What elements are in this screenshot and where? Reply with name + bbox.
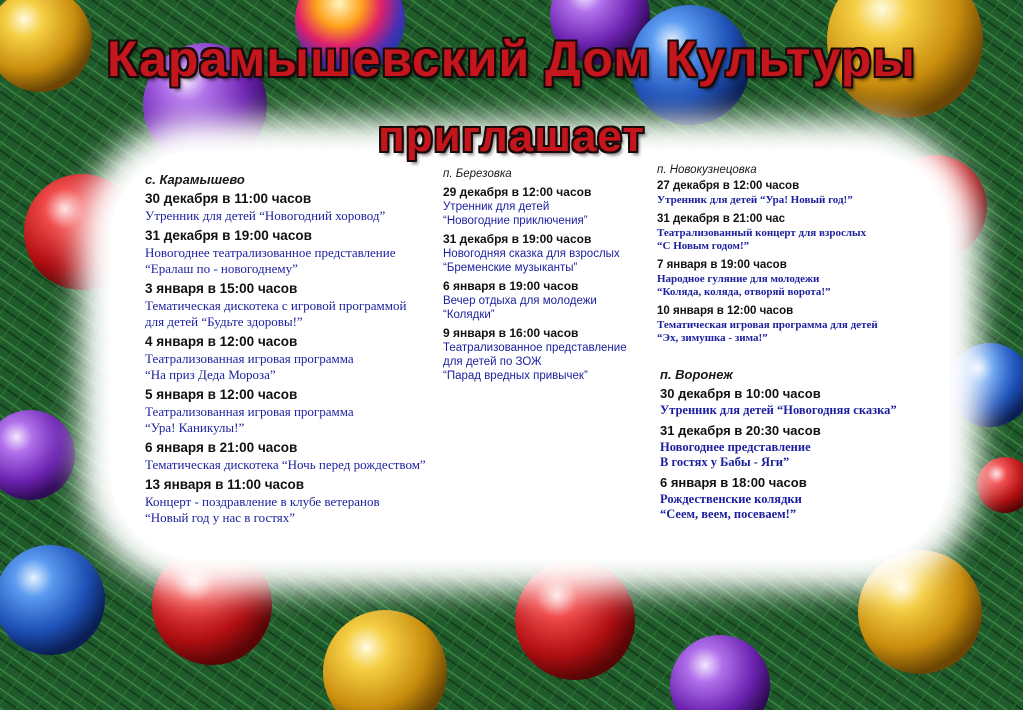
poster-title: Карамышевский Дом Культуры [106, 31, 917, 87]
event [660, 422, 940, 470]
event-description-line: “Ералаш по - новогоднему” [145, 261, 298, 276]
event-description [145, 208, 475, 224]
event-description [657, 194, 917, 207]
event-date: 9 января в 16:00 часов [443, 326, 579, 340]
event-description-line: Театрализованная игровая программа [145, 404, 354, 419]
event-description-line: “Новогодние приключения” [443, 215, 588, 227]
event [145, 280, 475, 330]
event-description-line: Вечер отдыха для молодежи [443, 295, 597, 307]
event [145, 333, 475, 383]
event-date: 29 декабря в 12:00 часов [443, 185, 592, 199]
event [660, 474, 940, 522]
event [657, 179, 917, 207]
schedule-karamyshevo [145, 172, 475, 529]
event-description [657, 319, 917, 345]
event-description-line: Новогоднее представление [660, 440, 811, 454]
poster-subtitle: приглашает [378, 112, 645, 161]
event-description [145, 494, 475, 526]
event-description [443, 294, 658, 322]
event-description-line: Народное гуляние для молодежи [657, 273, 820, 285]
event-description-line: Утренник для детей [443, 201, 550, 213]
event-description-line: “Парад вредных привычек” [443, 370, 588, 382]
event-description [660, 440, 940, 470]
event-date: 30 декабря в 10:00 часов [660, 386, 821, 401]
event-description [443, 341, 658, 383]
red-ornament [515, 560, 635, 680]
event-description [657, 273, 917, 299]
event-date: 31 декабря в 19:00 часов [443, 232, 592, 246]
schedule-novokuznetsovka [657, 164, 917, 350]
event-description [145, 298, 475, 330]
event-description-line: “Новый год у нас в гостях” [145, 510, 295, 525]
event-description-line: Концерт - поздравление в клубе ветеранов [145, 494, 380, 509]
event-date: 31 декабря в 21:00 час [657, 213, 786, 225]
gold-ornament [858, 550, 982, 674]
event-description-line: Тематическая игровая программа для детей [657, 319, 878, 331]
event [660, 385, 940, 418]
event-description [443, 200, 658, 228]
event [145, 476, 475, 526]
event-description-line: “Сеем, веем, посеваем!” [660, 507, 797, 521]
place-name: п. Березовка [443, 168, 512, 180]
red-ornament [152, 545, 272, 665]
event-date: 7 января в 19:00 часов [657, 259, 787, 271]
event [145, 190, 475, 224]
event-description-line: Утренник для детей “Новогодний хоровод” [145, 208, 386, 223]
event-description-line: Театрализованный концерт для взрослых [657, 227, 867, 239]
event-date: 27 декабря в 12:00 часов [657, 180, 800, 192]
event-date: 4 января в 12:00 часов [145, 334, 298, 349]
event-description [660, 403, 940, 418]
event-description-line: “Колядки” [443, 309, 495, 321]
event-date: 31 декабря в 19:00 часов [145, 228, 312, 243]
event-description [145, 404, 475, 436]
event [443, 184, 658, 228]
event-description-line: “Эх, зимушка - зима!” [657, 332, 768, 344]
event-date: 5 января в 12:00 часов [145, 387, 298, 402]
event-description [145, 245, 475, 277]
event-date: 3 января в 15:00 часов [145, 281, 298, 296]
event-description-line: Новогоднее театрализованное представление [145, 245, 396, 260]
event-description [145, 351, 475, 383]
event-description-line: Новогодняя сказка для взрослых [443, 248, 620, 260]
event-description-line: Рождественские колядки [660, 492, 802, 506]
event-description-line: Утренник для детей “Ура! Новый год!” [657, 194, 853, 206]
place-name: с. Карамышево [145, 172, 245, 187]
schedule-voronezh [660, 367, 940, 526]
event [145, 386, 475, 436]
event-description-line: Тематическая дискотека “Ночь перед рождеством” [145, 457, 426, 472]
place-name: п. Новокузнецовка [657, 164, 757, 176]
event-description-line: “Бременские музыканты” [443, 262, 578, 274]
event [145, 439, 475, 473]
event-date: 10 января в 12:00 часов [657, 305, 794, 317]
event-description-line: для детей по ЗОЖ [443, 356, 542, 368]
event-description [657, 227, 917, 253]
event-date: 31 декабря в 20:30 часов [660, 423, 821, 438]
event-description-line: “Коляда, коляда, отворяй ворота!” [657, 286, 831, 298]
event-description [145, 457, 475, 473]
event-date: 6 января в 19:00 часов [443, 279, 579, 293]
event-description [660, 492, 940, 522]
event [443, 278, 658, 322]
event-description-line: Театрализованное представление [443, 342, 627, 354]
event [145, 227, 475, 277]
event-description-line: В гостях у Бабы - Яги” [660, 455, 790, 469]
event [657, 258, 917, 299]
place-name: п. Воронеж [660, 367, 733, 382]
event-date: 6 января в 18:00 часов [660, 475, 807, 490]
blue-ornament [0, 545, 105, 655]
event-description-line: Утренник для детей “Новогодняя сказка” [660, 403, 897, 417]
event-date: 6 января в 21:00 часов [145, 440, 298, 455]
event [657, 304, 917, 345]
event-date: 13 января в 11:00 часов [145, 477, 305, 492]
event-date: 30 декабря в 11:00 часов [145, 191, 312, 206]
event [443, 231, 658, 275]
event-description-line: “Ура! Каникулы!” [145, 420, 245, 435]
event-description [443, 247, 658, 275]
event-description-line: Тематическая дискотека с игровой программой [145, 298, 407, 313]
event-description-line: Театрализованная игровая программа [145, 351, 354, 366]
event-description-line: “С Новым годом!” [657, 240, 750, 252]
event-description-line: “На приз Деда Мороза” [145, 367, 276, 382]
schedule-berezovka [443, 168, 658, 386]
event [657, 212, 917, 253]
event-description-line: для детей “Будьте здоровы!” [145, 314, 303, 329]
event [443, 325, 658, 383]
